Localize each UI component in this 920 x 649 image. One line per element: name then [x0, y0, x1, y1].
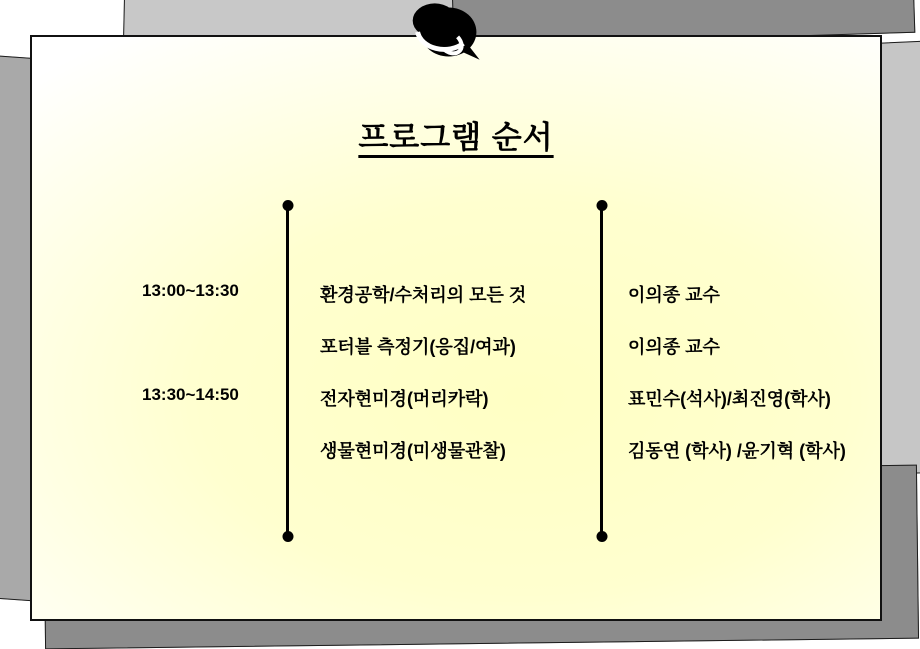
- pushpin-icon: [398, 0, 496, 66]
- program-label: 생물현미경(미생물관찰): [320, 441, 506, 461]
- page-title: 프로그램 순서: [358, 120, 554, 155]
- program-label: 포터블 측정기(응집/여과): [320, 337, 516, 357]
- presenter-label: 이의종 교수: [628, 285, 720, 305]
- time-label: 13:00~13:30: [142, 281, 239, 300]
- timeline-line-right: [600, 205, 603, 537]
- program-label: 환경공학/수처리의 모든 것: [320, 285, 527, 305]
- program-label: 전자현미경(머리카락): [320, 389, 489, 409]
- timeline-line-left: [286, 205, 289, 537]
- presenter-label: 김동연 (학사) /윤기혁 (학사): [628, 441, 846, 461]
- presenter-label: 이의종 교수: [628, 337, 720, 357]
- time-label: 13:30~14:50: [142, 385, 239, 404]
- presenter-label: 표민수(석사)/최진영(학사): [628, 389, 831, 409]
